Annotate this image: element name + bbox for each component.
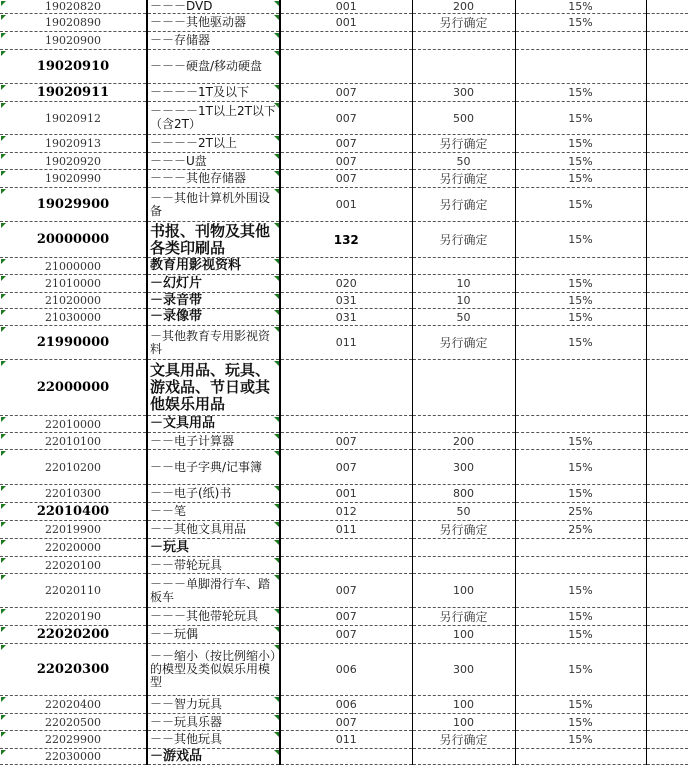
- description-cell[interactable]: －－带轮玩具: [147, 557, 280, 574]
- rate-cell[interactable]: [515, 416, 646, 433]
- description-cell[interactable]: －游戏品: [147, 749, 280, 765]
- rate-cell[interactable]: [515, 360, 646, 416]
- description-cell[interactable]: 文具用品、玩具、游戏品、节日或其他娱乐用品: [147, 360, 280, 416]
- hs-code-cell[interactable]: 22010400: [0, 503, 147, 521]
- description-cell[interactable]: －幻灯片: [147, 275, 280, 293]
- price-cell[interactable]: 50: [412, 153, 515, 170]
- description-cell[interactable]: －－笔: [147, 503, 280, 521]
- tax-number-cell[interactable]: 031: [280, 293, 412, 309]
- tax-number-cell[interactable]: 007: [280, 153, 412, 170]
- price-cell[interactable]: 10: [412, 293, 515, 309]
- table-row: [0, 258, 688, 275]
- table-row: [0, 749, 688, 765]
- rate-cell[interactable]: [515, 50, 646, 84]
- tax-number-cell[interactable]: 001: [280, 188, 412, 222]
- empty-cell[interactable]: [646, 608, 688, 626]
- empty-cell[interactable]: [646, 503, 688, 521]
- table-row: [0, 696, 688, 714]
- rate-cell[interactable]: 15%: [515, 326, 646, 360]
- description-cell[interactable]: －－缩小（按比例缩小）的模型及类似娱乐用模型: [147, 644, 280, 696]
- empty-cell[interactable]: [646, 0, 688, 14]
- tax-number-cell[interactable]: 007: [280, 626, 412, 644]
- hs-code-cell[interactable]: 19020912: [0, 102, 147, 135]
- rate-cell[interactable]: [515, 749, 646, 765]
- price-cell[interactable]: [412, 360, 515, 416]
- price-cell[interactable]: 另行确定: [412, 170, 515, 188]
- table-row: [0, 14, 688, 32]
- tax-number-cell[interactable]: [280, 50, 412, 84]
- empty-cell[interactable]: [646, 539, 688, 557]
- price-cell[interactable]: 另行确定: [412, 14, 515, 32]
- rate-cell[interactable]: 15%: [515, 309, 646, 326]
- table-row: [0, 416, 688, 433]
- table-row: [0, 450, 688, 485]
- tax-number-cell[interactable]: [280, 749, 412, 765]
- hs-code-cell[interactable]: 20000000: [0, 222, 147, 258]
- rate-cell[interactable]: 15%: [515, 84, 646, 102]
- rate-cell[interactable]: 25%: [515, 521, 646, 539]
- rate-cell[interactable]: 15%: [515, 485, 646, 503]
- table-row: [0, 326, 688, 360]
- tax-number-cell[interactable]: 001: [280, 485, 412, 503]
- empty-cell[interactable]: [646, 293, 688, 309]
- description-cell[interactable]: －其他教育专用影视资料: [147, 326, 280, 360]
- tax-number-cell[interactable]: 007: [280, 170, 412, 188]
- tax-number-cell[interactable]: 132: [280, 222, 412, 258]
- hs-code-cell[interactable]: 22010200: [0, 450, 147, 485]
- tax-number-cell[interactable]: 007: [280, 608, 412, 626]
- tax-number-cell[interactable]: 007: [280, 574, 412, 608]
- table-row: [0, 731, 688, 749]
- empty-cell[interactable]: [646, 50, 688, 84]
- hs-code-cell[interactable]: 21990000: [0, 326, 147, 360]
- empty-cell[interactable]: [646, 731, 688, 749]
- hs-code-cell[interactable]: 19020913: [0, 135, 147, 153]
- rate-cell[interactable]: 15%: [515, 153, 646, 170]
- table-row: [0, 485, 688, 503]
- tax-number-cell[interactable]: 007: [280, 450, 412, 485]
- tax-number-cell[interactable]: 006: [280, 696, 412, 714]
- hs-code-cell[interactable]: 22010300: [0, 485, 147, 503]
- table-row: [0, 50, 688, 84]
- price-cell[interactable]: 200: [412, 0, 515, 14]
- price-cell[interactable]: 300: [412, 644, 515, 696]
- empty-cell[interactable]: [646, 521, 688, 539]
- empty-cell[interactable]: [646, 309, 688, 326]
- price-cell[interactable]: 800: [412, 485, 515, 503]
- price-cell[interactable]: 另行确定: [412, 188, 515, 222]
- description-cell[interactable]: －玩具: [147, 539, 280, 557]
- price-cell[interactable]: [412, 258, 515, 275]
- description-cell[interactable]: －－－其他带轮玩具: [147, 608, 280, 626]
- empty-cell[interactable]: [646, 557, 688, 574]
- rate-cell[interactable]: 15%: [515, 626, 646, 644]
- hs-code-cell[interactable]: 22020100: [0, 557, 147, 574]
- price-cell[interactable]: 另行确定: [412, 521, 515, 539]
- rate-cell[interactable]: 15%: [515, 0, 646, 14]
- rate-cell[interactable]: 15%: [515, 135, 646, 153]
- price-cell[interactable]: 100: [412, 714, 515, 731]
- table-row: [0, 433, 688, 450]
- description-cell[interactable]: －－－－2T以上: [147, 135, 280, 153]
- empty-cell[interactable]: [646, 135, 688, 153]
- tax-number-cell[interactable]: [280, 360, 412, 416]
- description-cell[interactable]: －－电子字典/记事簿: [147, 450, 280, 485]
- table-row: [0, 293, 688, 309]
- hs-code-cell[interactable]: 21030000: [0, 309, 147, 326]
- empty-cell[interactable]: [646, 433, 688, 450]
- hs-code-cell[interactable]: 22020190: [0, 608, 147, 626]
- hs-code-cell[interactable]: 22029900: [0, 731, 147, 749]
- price-cell[interactable]: [412, 32, 515, 50]
- hs-code-cell[interactable]: 22010100: [0, 433, 147, 450]
- description-cell[interactable]: －文具用品: [147, 416, 280, 433]
- hs-code-cell[interactable]: 22030000: [0, 749, 147, 765]
- price-cell[interactable]: 另行确定: [412, 731, 515, 749]
- empty-cell[interactable]: [646, 326, 688, 360]
- price-cell[interactable]: 另行确定: [412, 608, 515, 626]
- empty-cell[interactable]: [646, 153, 688, 170]
- description-cell[interactable]: －－－－1T及以下: [147, 84, 280, 102]
- tax-number-cell[interactable]: [280, 557, 412, 574]
- rate-cell[interactable]: 15%: [515, 696, 646, 714]
- price-cell[interactable]: 50: [412, 503, 515, 521]
- table-row: [0, 644, 688, 696]
- rate-cell[interactable]: 15%: [515, 293, 646, 309]
- tax-number-cell[interactable]: 011: [280, 326, 412, 360]
- tax-number-cell[interactable]: 007: [280, 84, 412, 102]
- rate-cell[interactable]: 15%: [515, 222, 646, 258]
- description-cell[interactable]: －－－单脚滑行车、踏板车: [147, 574, 280, 608]
- table-row: [0, 626, 688, 644]
- description-cell[interactable]: －－电子计算器: [147, 433, 280, 450]
- hs-code-cell[interactable]: 22020500: [0, 714, 147, 731]
- description-cell[interactable]: －－电子(纸)书: [147, 485, 280, 503]
- price-cell[interactable]: 10: [412, 275, 515, 293]
- empty-cell[interactable]: [646, 714, 688, 731]
- tax-number-cell[interactable]: [280, 416, 412, 433]
- table-row: [0, 170, 688, 188]
- tax-number-cell[interactable]: 007: [280, 433, 412, 450]
- empty-cell[interactable]: [646, 696, 688, 714]
- description-cell[interactable]: －－－DVD: [147, 0, 280, 14]
- table-row: [0, 84, 688, 102]
- table-row: [0, 360, 688, 416]
- hs-code-cell[interactable]: 22020300: [0, 644, 147, 696]
- rate-cell[interactable]: 15%: [515, 275, 646, 293]
- tax-number-cell[interactable]: 007: [280, 714, 412, 731]
- price-cell[interactable]: [412, 749, 515, 765]
- tax-number-cell[interactable]: 007: [280, 135, 412, 153]
- price-cell[interactable]: 100: [412, 626, 515, 644]
- rate-cell[interactable]: 15%: [515, 714, 646, 731]
- rate-cell[interactable]: [515, 258, 646, 275]
- empty-cell[interactable]: [646, 222, 688, 258]
- rate-cell[interactable]: 15%: [515, 574, 646, 608]
- table-row: [0, 135, 688, 153]
- rate-cell[interactable]: 15%: [515, 14, 646, 32]
- empty-cell[interactable]: [646, 450, 688, 485]
- price-cell[interactable]: 另行确定: [412, 222, 515, 258]
- hs-code-cell[interactable]: 19020820: [0, 0, 147, 14]
- empty-cell[interactable]: [646, 258, 688, 275]
- tax-number-cell[interactable]: [280, 258, 412, 275]
- price-cell[interactable]: 500: [412, 102, 515, 135]
- price-cell[interactable]: 另行确定: [412, 326, 515, 360]
- tax-number-cell[interactable]: 012: [280, 503, 412, 521]
- description-cell[interactable]: －－－U盘: [147, 153, 280, 170]
- tax-number-cell[interactable]: 011: [280, 521, 412, 539]
- empty-cell[interactable]: [646, 32, 688, 50]
- rate-cell[interactable]: 15%: [515, 170, 646, 188]
- price-cell[interactable]: 100: [412, 696, 515, 714]
- rate-cell[interactable]: 15%: [515, 731, 646, 749]
- rate-cell[interactable]: [515, 557, 646, 574]
- empty-cell[interactable]: [646, 485, 688, 503]
- price-cell[interactable]: 100: [412, 574, 515, 608]
- hs-code-cell[interactable]: 22019900: [0, 521, 147, 539]
- description-cell[interactable]: －－－硬盘/移动硬盘: [147, 50, 280, 84]
- hs-code-cell[interactable]: 19020920: [0, 153, 147, 170]
- rate-cell[interactable]: 15%: [515, 644, 646, 696]
- empty-cell[interactable]: [646, 360, 688, 416]
- description-cell[interactable]: －－－－1T以上2T以下（含2T）: [147, 102, 280, 135]
- empty-cell[interactable]: [646, 626, 688, 644]
- description-cell[interactable]: －－－其他存储器: [147, 170, 280, 188]
- table-row: [0, 503, 688, 521]
- tax-number-cell[interactable]: 020: [280, 275, 412, 293]
- price-cell[interactable]: [412, 50, 515, 84]
- empty-cell[interactable]: [646, 416, 688, 433]
- empty-cell[interactable]: [646, 102, 688, 135]
- description-cell[interactable]: －－存储器: [147, 32, 280, 50]
- tax-number-cell[interactable]: 001: [280, 0, 412, 14]
- description-cell[interactable]: －－玩偶: [147, 626, 280, 644]
- tax-number-cell[interactable]: [280, 539, 412, 557]
- price-cell[interactable]: 50: [412, 309, 515, 326]
- rate-cell[interactable]: 15%: [515, 102, 646, 135]
- hs-code-cell[interactable]: 19029900: [0, 188, 147, 222]
- empty-cell[interactable]: [646, 574, 688, 608]
- price-cell[interactable]: 300: [412, 84, 515, 102]
- description-cell[interactable]: －－玩具乐器: [147, 714, 280, 731]
- empty-cell[interactable]: [646, 14, 688, 32]
- tax-number-cell[interactable]: 001: [280, 14, 412, 32]
- tax-number-cell[interactable]: 031: [280, 309, 412, 326]
- price-cell[interactable]: [412, 416, 515, 433]
- description-cell[interactable]: －－－其他驱动器: [147, 14, 280, 32]
- table-row: [0, 714, 688, 731]
- description-cell[interactable]: －－其他玩具: [147, 731, 280, 749]
- description-cell[interactable]: 教育用影视资料: [147, 258, 280, 275]
- description-cell[interactable]: －－其他计算机外围设备: [147, 188, 280, 222]
- table-row: [0, 0, 688, 14]
- table-row: [0, 539, 688, 557]
- empty-cell[interactable]: [646, 170, 688, 188]
- description-cell[interactable]: －录音带: [147, 293, 280, 309]
- rate-cell[interactable]: 15%: [515, 188, 646, 222]
- rate-cell[interactable]: 15%: [515, 450, 646, 485]
- hs-code-cell[interactable]: 19020890: [0, 14, 147, 32]
- rate-cell[interactable]: [515, 32, 646, 50]
- rate-cell[interactable]: 15%: [515, 433, 646, 450]
- table-row: [0, 557, 688, 574]
- hs-code-cell[interactable]: 22020400: [0, 696, 147, 714]
- table-row: [0, 32, 688, 50]
- hs-code-cell[interactable]: 19020910: [0, 50, 147, 84]
- hs-code-cell[interactable]: 21000000: [0, 258, 147, 275]
- empty-cell[interactable]: [646, 188, 688, 222]
- table-row: [0, 574, 688, 608]
- price-cell[interactable]: 200: [412, 433, 515, 450]
- price-cell[interactable]: 300: [412, 450, 515, 485]
- price-cell[interactable]: 另行确定: [412, 135, 515, 153]
- table-row: [0, 521, 688, 539]
- hs-code-cell[interactable]: 22020110: [0, 574, 147, 608]
- rate-cell[interactable]: 15%: [515, 608, 646, 626]
- tax-number-cell[interactable]: 007: [280, 102, 412, 135]
- table-row: [0, 222, 688, 258]
- price-cell[interactable]: [412, 557, 515, 574]
- hs-code-cell[interactable]: 22020200: [0, 626, 147, 644]
- hs-code-cell[interactable]: 19020911: [0, 84, 147, 102]
- hs-code-cell[interactable]: 22010000: [0, 416, 147, 433]
- table-row: [0, 102, 688, 135]
- description-cell[interactable]: 书报、刊物及其他各类印刷品: [147, 222, 280, 258]
- table-row: [0, 275, 688, 293]
- hs-code-cell[interactable]: 22020000: [0, 539, 147, 557]
- table-row: [0, 608, 688, 626]
- tax-number-cell[interactable]: [280, 32, 412, 50]
- empty-cell[interactable]: [646, 84, 688, 102]
- empty-cell[interactable]: [646, 275, 688, 293]
- description-cell[interactable]: －－其他文具用品: [147, 521, 280, 539]
- hs-code-cell[interactable]: 21010000: [0, 275, 147, 293]
- price-cell[interactable]: [412, 539, 515, 557]
- table-row: [0, 309, 688, 326]
- tax-number-cell[interactable]: 011: [280, 731, 412, 749]
- tax-number-cell[interactable]: 006: [280, 644, 412, 696]
- rate-cell[interactable]: 25%: [515, 503, 646, 521]
- hs-code-cell[interactable]: 19020900: [0, 32, 147, 50]
- rate-cell[interactable]: [515, 539, 646, 557]
- hs-code-cell[interactable]: 19020990: [0, 170, 147, 188]
- table-row: [0, 153, 688, 170]
- hs-code-cell[interactable]: 21020000: [0, 293, 147, 309]
- table-row: [0, 188, 688, 222]
- description-cell[interactable]: －录像带: [147, 309, 280, 326]
- description-cell[interactable]: －－智力玩具: [147, 696, 280, 714]
- empty-cell[interactable]: [646, 644, 688, 696]
- empty-cell[interactable]: [646, 749, 688, 765]
- hs-code-cell[interactable]: 22000000: [0, 360, 147, 416]
